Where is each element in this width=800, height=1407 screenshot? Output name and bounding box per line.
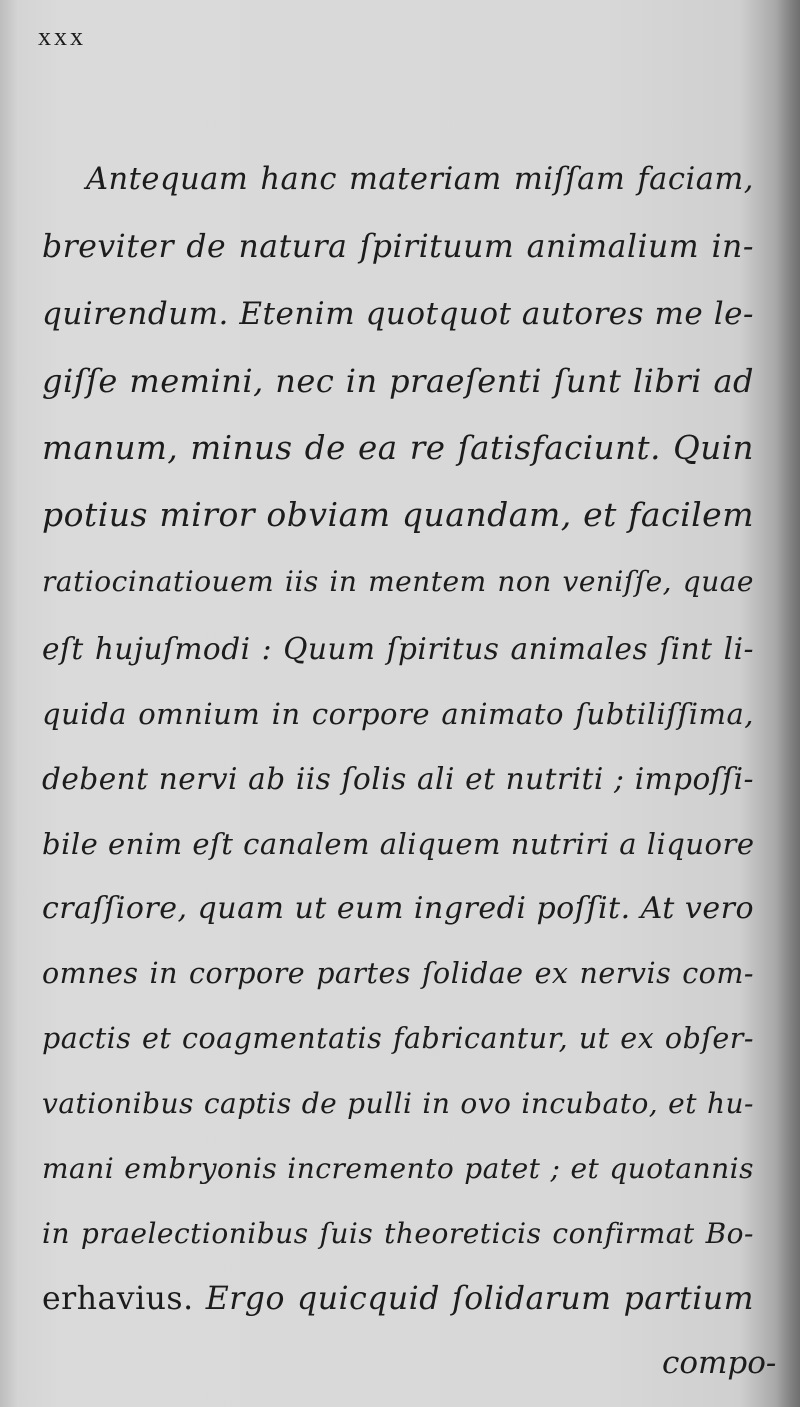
text-line-13: omnes in corpore partes ſolidae ex nervis com- [42,957,754,990]
text-line-7: ratiocinatiouem iis in mentem non veniſſe, quae [42,565,754,598]
text-line-5: manum, minus de ea re ſatisfaciunt. Quin [42,429,754,467]
text-line-1: Antequam hanc materiam miſſam faciam, [86,162,754,197]
catchword: compo- [662,1345,777,1381]
text-line-18 [42,1274,754,1324]
text-line-11: bile enim eſt canalem aliquem nutriri a liquore [42,827,755,861]
text-line-9: quida omnium in corpore animato ſubtiliſſima, [42,697,754,731]
text-line-18-roman: erhavius. [42,1281,194,1317]
text-line-8: eſt hujuſmodi : Quum ſpiritus animales ſint li- [42,632,754,666]
text-line-10: debent nervi ab iis ſolis ali et nutriti ; impoſſi- [42,762,754,796]
text-line-15: vationibus captis de pulli in ovo incubato, et hu- [42,1087,754,1120]
text-line-4: giſſe memini, nec in praeſenti ſunt libri ad [42,362,754,400]
text-line-3: quirendum. Etenim quotquot autores me le- [42,296,754,332]
text-line-2: breviter de natura ſpirituum animalium in- [42,229,754,265]
page-number: xxx [38,22,86,51]
page-edge-shadow [776,0,800,1407]
show-through-text [30,78,750,118]
text-line-14: pactis et coagmentatis fabricantur, ut ex obſer- [42,1022,754,1055]
text-line-6: potius miror obviam quandam, et facilem [42,495,754,534]
text-line-16: mani embryonis incremento patet ; et quotannis [42,1152,754,1185]
text-line-12: craſſiore, quam ut eum ingredi poſſit. At vero [42,891,755,926]
text-line-17: in praelectionibus ſuis theoreticis confirmat Bo- [42,1217,754,1250]
text-line-18-italic: Ergo quicquid ſolidarum partium [205,1281,755,1317]
